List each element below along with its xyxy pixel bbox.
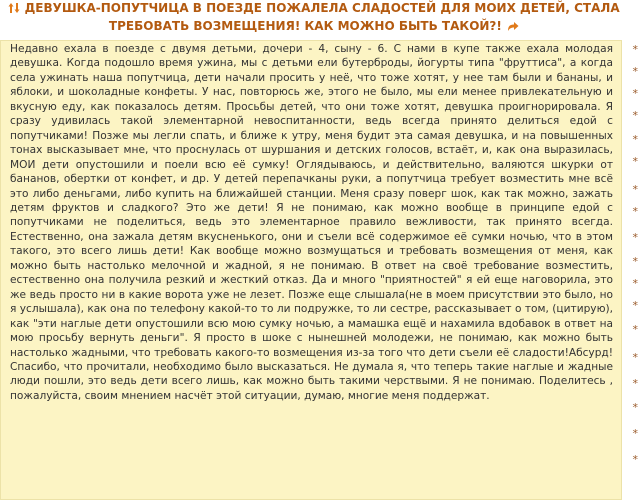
side-bullet: * — [632, 109, 638, 122]
post-body-box — [0, 40, 622, 500]
side-bullet: * — [632, 65, 638, 78]
post-title-text-2: ТРЕБОВАТЬ ВОЗМЕЩЕНИЯ! КАК МОЖНО БЫТЬ ТАКОЙ?! — [108, 19, 502, 33]
side-bullet: * — [632, 401, 638, 414]
side-bullet: * — [632, 155, 638, 168]
side-bullet: * — [632, 453, 638, 466]
side-bullet: * — [632, 43, 638, 56]
side-bullet: * — [632, 87, 638, 100]
post-body-text: Недавно ехала в поезде с двумя детьми, дочери - 4, сыну - 6. С нами в купе также ехала молодая девушка. Когда подошло время ужина, мы с детьми ели бутерброды, йогурты типа "фруттиса", а когда села ужинать наша попутчица, дети начали просить у неё, что тоже хотят, у нее там были и бананы, и яблоки, и шоколадные конфеты. У нас, повторюсь же, этого не было, мы ели менее привлекательную и вкусную еду, как показалось детям. Просьбы детей, что они тоже хотят, девушка проигнорировала. Я сразу удивилась такой элементарной невоспитанности, ведь всегда принято делиться едой с попутчиками! Позже мы легли спать, и ближе к утру, меня будит эта самая девушка, и на повышенных тонах высказывает мне, что проснулась от шуршания и детских голосов, встаёт, и, как она выразилась, МОИ дети опустошили и поели всю её сумку! Оглядываюсь, и действительно, валяются шкурки от бананов, обертки от конфет, и др. У детей перепачканы руки, а попутчица требует возместить мне всё это либо деньгами, либо купить на ближайшей станции. Меня сразу поверг шок, как так можно, зажать детям фруктов и сладкого? Это же дети! Я не понимаю, как можно вообще в принципе едой с попутчиками не поделиться, ведь это элементарное правило вежливости, так принято всегда. Естественно, она зажала детям вкусненького, они и съели всё содержимое её сумки ночью, что в этом такого, это всего лишь дети! Как вообще можно возмущаться и требовать возмещения от меня, как можно быть настолько мелочной и жадной, я не понимаю. В ответ на своё требование возместить, естественно она получила резкий и жесткий отказ. Да и много "приятностей" я ей еще наговорила, это же ведь просто ни в какие ворота уже не лезет. Позже еще слышала(не в моем присутствии это было, но я услышала), как она по телефону какой-то то ли подружке, то ли сестре, рассказывает о том, (цитирую), как "эти наглые дети опустошили всю мою сумку ночью, а мамашка ещё и нахамила вдобавок в ответ на мою просьбу вернуть деньги". Я просто в шоке с нынешней молодежи, не понимаю, как можно быть настолько жадными, что требовать какого-то возмещения из-за того что дети съели её сладости!Абсурд! Спасибо, что прочитали, необходимо было высказаться. Не думала я, что теперь такие наглые и жадные люди пошли, это ведь дети всего лишь, как можно быть такими черствыми. Я не понимаю. Поделитесь , пожалуйста, своим мнением насчёт этой ситуации, думаю, многие меня поддержат. — [10, 43, 613, 402]
up-down-arrows-icon[interactable] — [8, 2, 20, 18]
side-bullet: * — [632, 231, 638, 244]
side-bullet: * — [632, 277, 638, 290]
side-bullet: * — [632, 377, 638, 390]
side-bullet: * — [632, 183, 638, 196]
side-bullet: * — [632, 427, 638, 440]
post-title-line-1 — [4, 0, 624, 18]
side-bullet: * — [632, 133, 638, 146]
side-bullet: * — [632, 255, 638, 268]
reply-arrow-icon[interactable] — [506, 20, 519, 36]
side-list — [626, 0, 640, 502]
post-title[interactable] — [4, 0, 624, 38]
side-bullet: * — [632, 299, 638, 312]
side-bullet: * — [632, 205, 638, 218]
side-bullet: * — [632, 323, 638, 336]
side-bullet: * — [632, 351, 638, 364]
post-title-text-1: ДЕВУШКА-ПОПУТЧИЦА В ПОЕЗДЕ ПОЖАЛЕЛА СЛАДОСТЕЙ ДЛЯ МОИХ ДЕТЕЙ, СТАЛА — [24, 1, 620, 15]
post-title-line-2 — [4, 18, 624, 36]
